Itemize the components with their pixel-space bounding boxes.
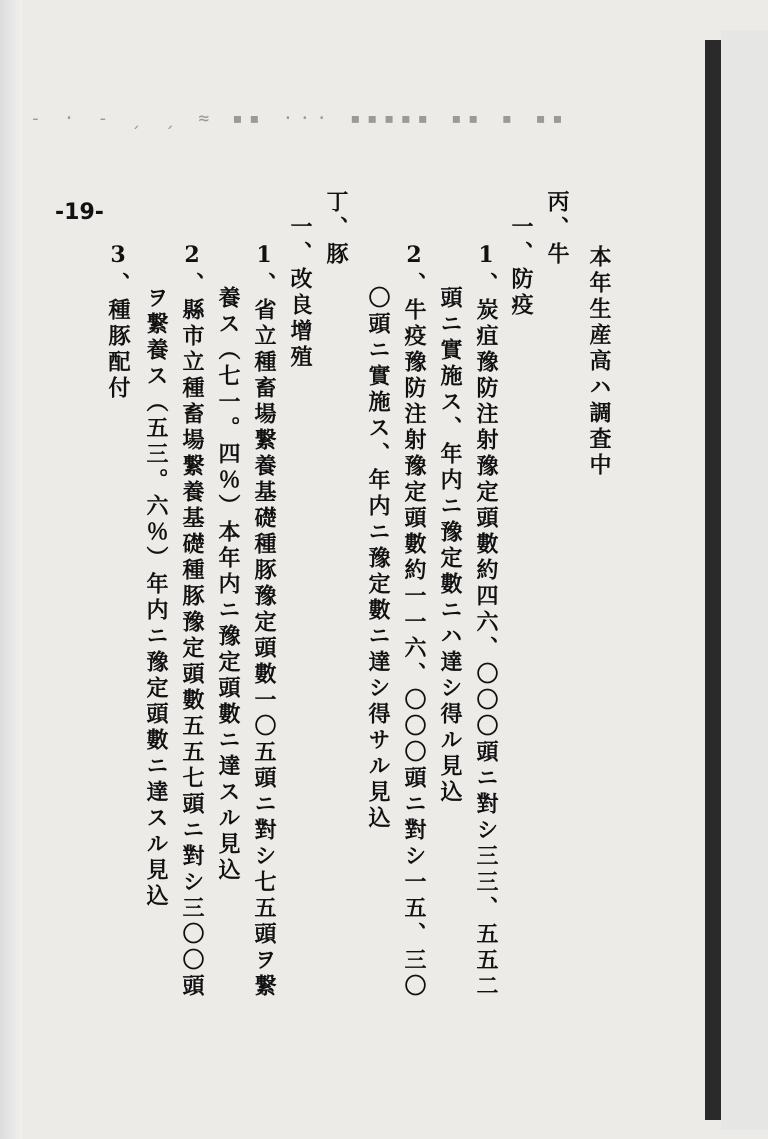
faded-header-smudge: - · ‐ ˏ ˏ ≈ ▪▪ ··· ▪▪▪▪▪ ▪▪ ▪ ▪▪ bbox=[30, 108, 569, 129]
text-column-9: 一、改良增殖 bbox=[287, 215, 313, 371]
text-column-14: 3、種豚配付 bbox=[105, 242, 131, 402]
text-column-4: 1、炭疽豫防注射豫定頭數約四六、〇〇〇頭ニ對シ三三、五五二 bbox=[473, 242, 499, 1000]
page-number: -19- bbox=[55, 200, 104, 225]
facing-page-edge bbox=[721, 30, 768, 1130]
text-column-1: 本年生産高ハ調査中 bbox=[586, 245, 612, 479]
text-column-12: 2、縣市立種畜場繋養基礎種豚豫定頭數五五七頭ニ對シ三〇〇頭 bbox=[179, 242, 205, 1000]
page-left-edge bbox=[0, 0, 22, 1139]
text-column-5: 頭ニ實施ス、年内ニ豫定數ニハ達シ得ル見込 bbox=[437, 286, 463, 806]
text-column-2: 丙、牛 bbox=[544, 190, 570, 268]
text-column-11: 養ス（七一。四％）本年内ニ豫定頭數ニ達スル見込 bbox=[215, 286, 241, 884]
text-column-3: 一、防疫 bbox=[508, 215, 534, 319]
text-column-6: 2、牛疫豫防注射豫定頭數約一一六、〇〇〇頭ニ對シ一五、三〇 bbox=[401, 242, 427, 1000]
text-column-7: 〇頭ニ實施ス、年内ニ豫定數ニ達シ得サル見込 bbox=[365, 286, 391, 832]
text-column-8: 丁、豚 bbox=[323, 190, 349, 268]
text-column-13: ヲ繋養ス（五三。六％）年内ニ豫定頭數ニ達スル見込 bbox=[143, 286, 169, 910]
text-column-10: 1、省立種畜場繋養基礎種豚豫定頭數一〇五頭ニ對シ七五頭ヲ繋 bbox=[251, 242, 277, 1000]
book-spine bbox=[705, 40, 721, 1120]
